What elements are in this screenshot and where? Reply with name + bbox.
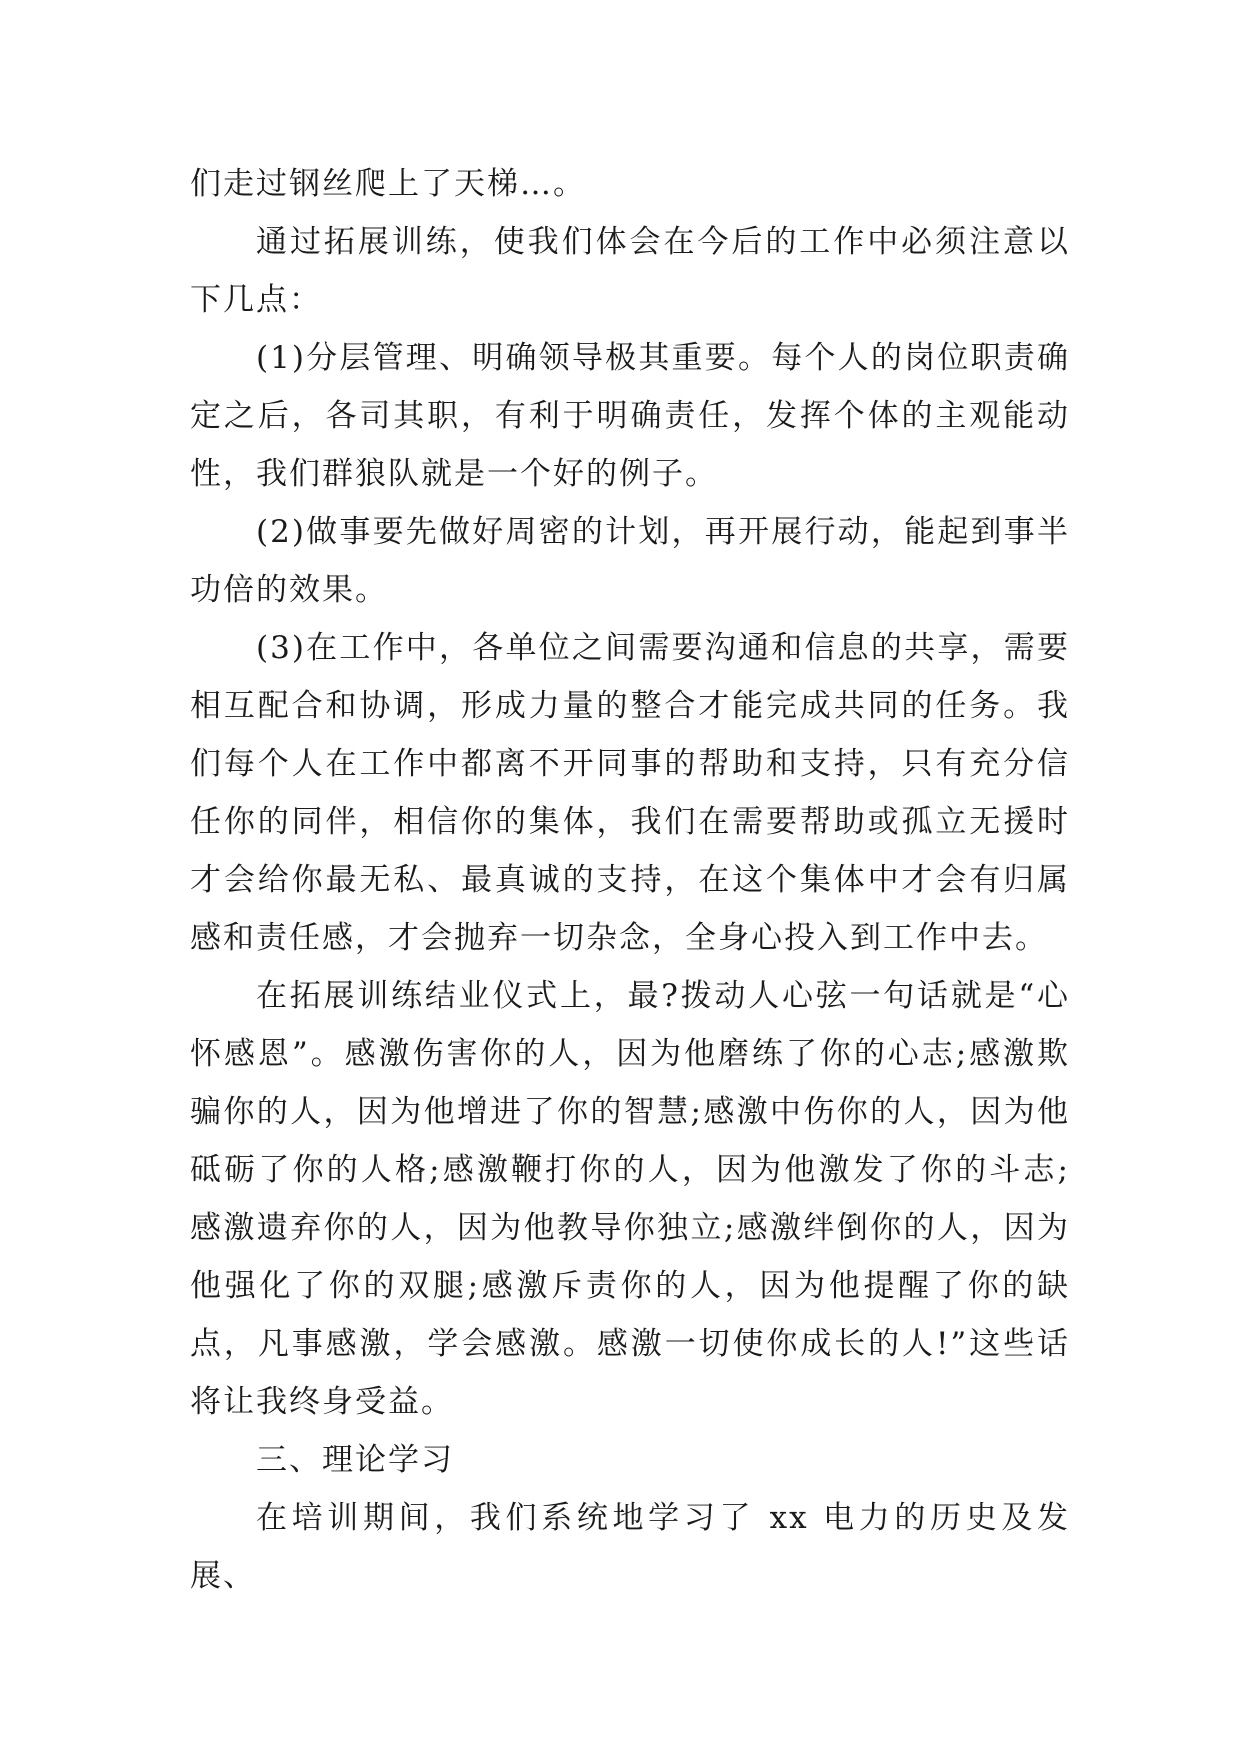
paragraph-point-1: (1)分层管理、明确领导极其重要。每个人的岗位职责确定之后，各司其职，有利于明确责任，发挥个体的主观能动性，我们群狼队就是一个好的例子。: [190, 340, 1070, 492]
paragraph-intro-points: 通过拓展训练，使我们体会在今后的工作中必须注意以下几点：: [190, 224, 1070, 318]
paragraph-continuation: 们走过钢丝爬上了天梯…。: [190, 166, 586, 202]
paragraph-theory-study: 在培训期间，我们系统地学习了 xx 电力的历史及发展、: [190, 1500, 1070, 1594]
section-heading-theory: 三、理论学习: [256, 1442, 454, 1478]
document-body: [190, 155, 1070, 1605]
paragraph-gratitude: 在拓展训练结业仪式上，最?拨动人心弦一句话就是“心怀感恩”。感激伤害你的人，因为他磨练了你的心志;感激欺骗你的人，因为他增进了你的智慧;感激中伤你的人，因为他砥砺了你的人格;感激鞭打你的人，因为他激发了你的斗志;感激遗弃你的人，因为他教导你独立;感激绊倒你的人，因为他强化了你的双腿;感激斥责你的人，因为他提醒了你的缺点，凡事感激，学会感激。感激一切使你成长的人!”这些话将让我终身受益。: [190, 978, 1070, 1420]
paragraph-point-3: (3)在工作中，各单位之间需要沟通和信息的共享，需要相互配合和协调，形成力量的整合才能完成共同的任务。我们每个人在工作中都离不开同事的帮助和支持，只有充分信任你的同伴，相信你的集体，我们在需要帮助或孤立无援时才会给你最无私、最真诚的支持，在这个集体中才会有归属感和责任感，才会抛弃一切杂念，全身心投入到工作中去。: [190, 630, 1070, 956]
paragraph-point-2: (2)做事要先做好周密的计划，再开展行动，能起到事半功倍的效果。: [190, 514, 1070, 608]
